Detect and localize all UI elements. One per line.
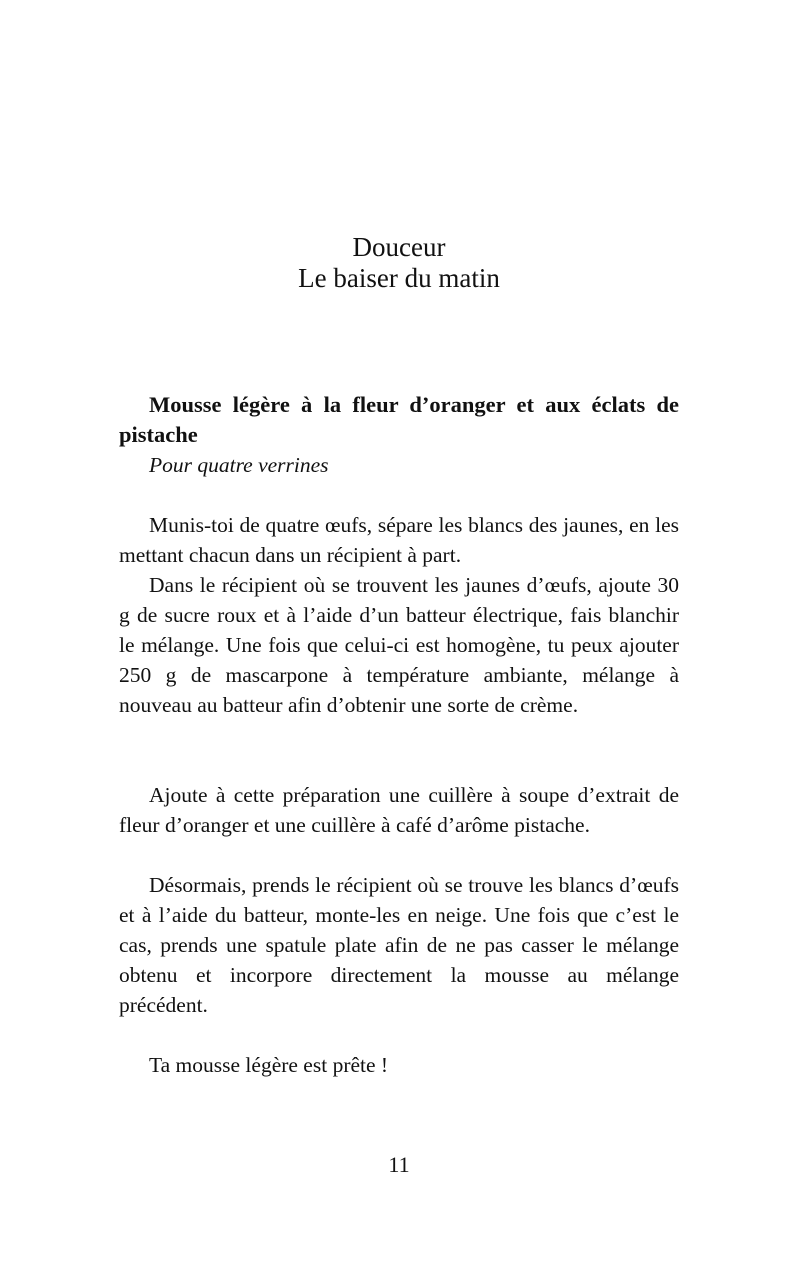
paragraph-group-2 (119, 780, 679, 840)
paragraph-group-4 (119, 1050, 679, 1080)
paragraph: Dans le récipient où se trouvent les jaunes d’œufs, ajoute 30 g de sucre roux et à l’aide d’un batteur électrique, fais blanchir le mélange. Une fois que celui-ci est homogène, tu peux ajouter 250 g de mascarpone à température ambiante, mélange à nouveau au batteur afin d’obtenir une sorte de crème. (119, 573, 679, 717)
paragraph: Ta mousse légère est prête ! (149, 1053, 389, 1077)
chapter-subtitle: Le baiser du matin (298, 263, 500, 293)
recipe-servings: Pour quatre verrines (149, 453, 329, 477)
paragraph-group-3 (119, 870, 679, 1020)
paragraph-group-1 (119, 510, 679, 720)
page-number: 11 (388, 1152, 410, 1177)
paragraph: Désormais, prends le récipient où se trouve les blancs d’œufs et à l’aide du batteur, monte-les en neige. Une fois que c’est le cas, prends une spatule plate afin de ne pas casser le mélange obtenu et incorpore directement la mousse au mélange précédent. (119, 873, 679, 1017)
chapter-title: Douceur (352, 232, 446, 262)
paragraph: Munis-toi de quatre œufs, sépare les blancs des jaunes, en les mettant chacun dans un récipient à part. (119, 513, 679, 567)
chapter-heading (0, 232, 798, 294)
recipe-title: Mousse légère à la fleur d’oranger et aux éclats de pistache (119, 392, 679, 447)
paragraph: Ajoute à cette préparation une cuillère à soupe d’extrait de fleur d’oranger et une cuillère à café d’arôme pistache. (119, 783, 679, 837)
